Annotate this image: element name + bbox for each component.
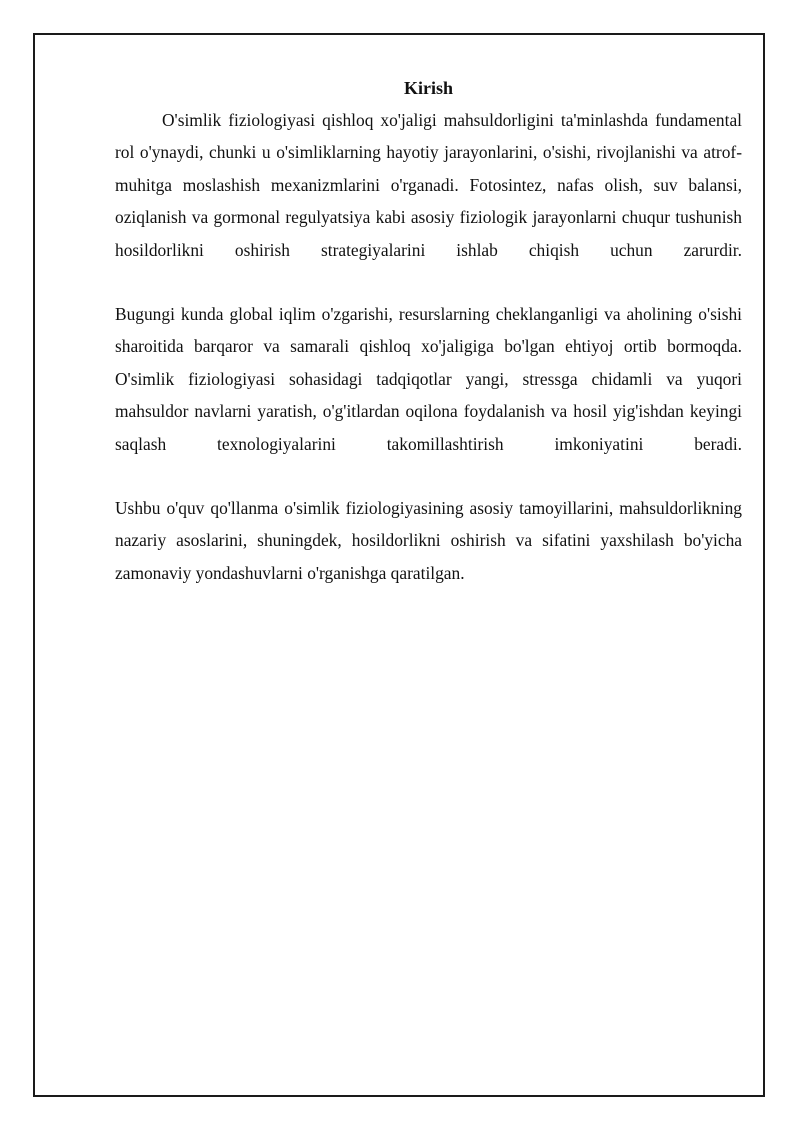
paragraph-spacer xyxy=(115,460,742,492)
paragraph-1: O'simlik fiziologiyasi qishloq xo'jaligi mahsuldorligini ta'minlashda fundamental rol o'ynaydi, chunki u o'simliklarning hayotiy jarayonlarini, o'sishi, rivojlanishi va atrof-muhitga moslashish mexanizmlarini o'rganadi. Fotosintez, nafas olish, suv balansi, oziqlanish va gormonal regulyatsiya kabi asosiy fiziologik jarayonlarni chuqur tushunish hosildorlikni oshirish strategiyalarini ishlab chiqish uchun zarurdir. xyxy=(115,110,742,260)
section-heading: Kirish xyxy=(403,78,453,98)
paragraph-2: Bugungi kunda global iqlim o'zgarishi, resurslarning cheklanganligi va aholining o'sishi sharoitida barqaror va samarali qishloq xo'jaligiga bo'lgan ehtiyoj ortib bormoqda. O'simlik fiziologiyasi sohasidagi tadqiqotlar yangi, stressga chidamli va yuqori mahsuldor navlarni yaratish, o'g'itlardan oqilona foydalanish va hosil yig'ishdan keyingi saqlash texnologiyalarini takomillashtirish imkoniyatini beradi. xyxy=(115,304,742,454)
document-body xyxy=(115,76,742,589)
paragraph-3: Ushbu o'quv qo'llanma o'simlik fiziologiyasining asosiy tamoyillarini, mahsuldorlikning nazariy asoslarini, shuningdek, hosildorlikni oshirish va sifatini yaxshilash bo'yicha zamonaviy yondashuvlarni o'rganishga qaratilgan. xyxy=(115,498,742,583)
paragraph-spacer xyxy=(115,266,742,298)
